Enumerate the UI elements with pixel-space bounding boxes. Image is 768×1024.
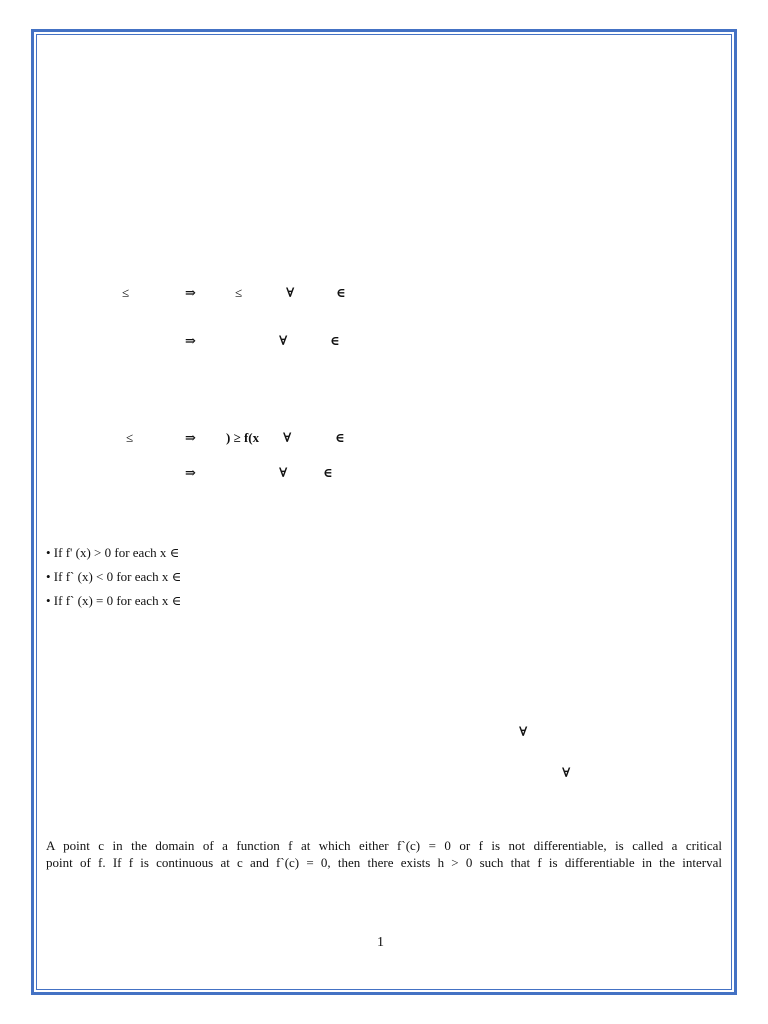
- forall-symbol: ∀: [279, 333, 288, 348]
- element-of-symbol: ∈: [323, 465, 333, 480]
- bullet-item-constant: • If f` (x) = 0 for each x ∈: [46, 593, 182, 608]
- inequality-fragment: ) ≥ f(x: [226, 430, 260, 445]
- element-of-symbol: ∈: [336, 285, 346, 300]
- bullet-item-increasing: • If f' (x) > 0 for each x ∈: [46, 545, 180, 560]
- le-symbol: ≤: [122, 285, 130, 300]
- implies-symbol: ⇒: [185, 333, 196, 348]
- implies-symbol: ⇒: [185, 285, 196, 300]
- paragraph-line-1: A point c in the domain of a function f at which either f`(c) = 0 or f is not differentiable, is called a critical: [46, 838, 722, 853]
- page-number: 1: [377, 935, 384, 950]
- forall-symbol: ∀: [286, 285, 295, 300]
- element-of-symbol: ∈: [330, 333, 340, 348]
- le-symbol: ≤: [126, 430, 134, 445]
- implies-symbol: ⇒: [185, 465, 196, 480]
- forall-symbol: ∀: [279, 465, 288, 480]
- forall-symbol: ∀: [283, 430, 292, 445]
- element-of-symbol: ∈: [335, 430, 345, 445]
- paragraph-line-2: point of f. If f is continuous at c and f`(c) = 0, then there exists h > 0 such that f is differentiable in the interval: [46, 855, 722, 870]
- forall-symbol: ∀: [562, 765, 571, 780]
- implies-symbol: ⇒: [185, 430, 196, 445]
- forall-symbol: ∀: [519, 724, 528, 739]
- bullet-item-decreasing: • If f` (x) < 0 for each x ∈: [46, 569, 182, 584]
- le-symbol: ≤: [235, 285, 243, 300]
